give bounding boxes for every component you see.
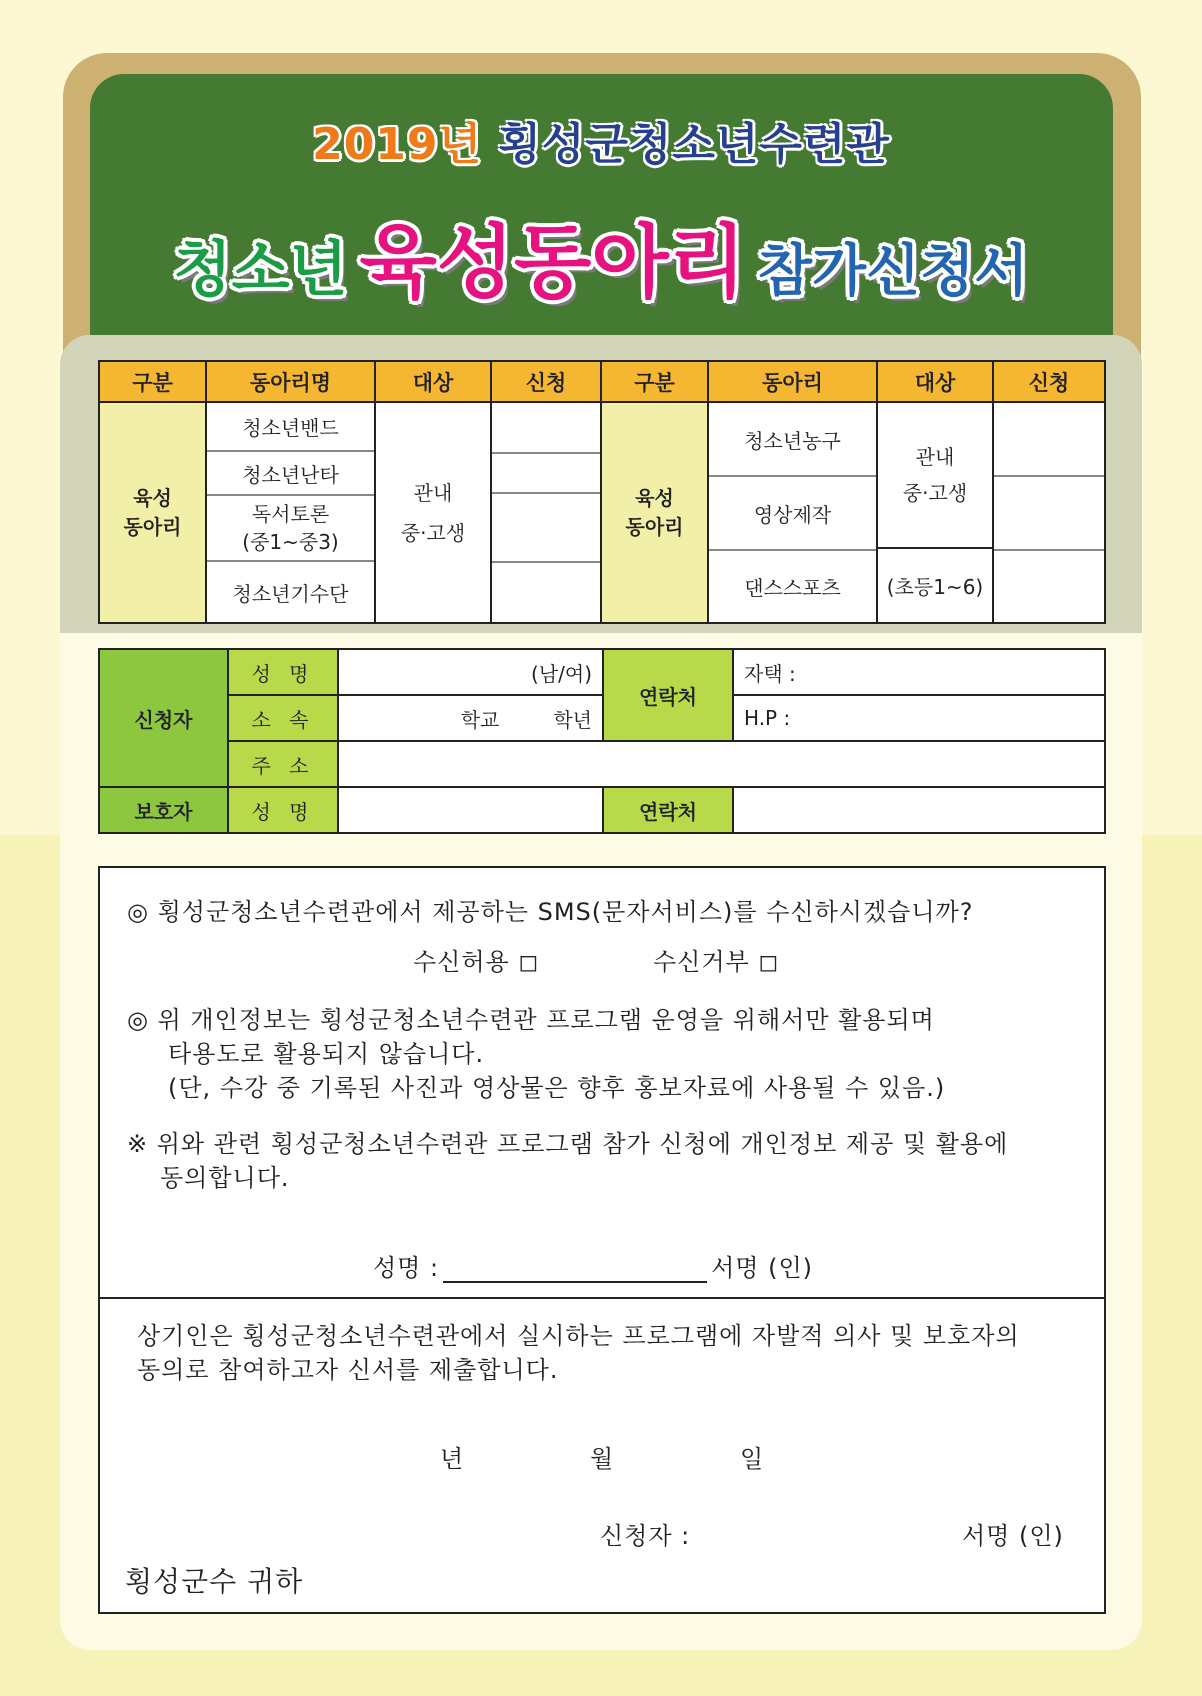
- club-youth-band: 청소년밴드: [207, 403, 374, 452]
- header-club-name: 동아리명: [206, 361, 375, 402]
- declaration-line-2: 동의로 참여하고자 신서를 제출합니다.: [137, 1356, 559, 1384]
- guardian-contact-label: 연락처: [603, 787, 733, 833]
- club-youth-basketball: 청소년농구: [709, 403, 876, 477]
- apply-box-band[interactable]: [492, 403, 600, 454]
- club-table: [98, 360, 1106, 624]
- date-day-label: 일: [740, 1445, 765, 1473]
- guardian-name-label: 성 명: [228, 787, 338, 833]
- right-target: 관내 중·고생 (초등1~6): [877, 402, 993, 623]
- club-reading-debate: 독서토론 (중1~중3): [207, 496, 374, 562]
- page-title: [0, 198, 1202, 313]
- date-year-label: 년: [440, 1445, 465, 1473]
- consent-box: [98, 866, 1106, 1614]
- agree-line-1: ※ 위와 관련 횡성군청소년수련관 프로그램 참가 신청에 개인정보 제공 및 활용에: [127, 1130, 1009, 1158]
- agree-line-2: 동의합니다.: [160, 1164, 290, 1192]
- club-video-production: 영상제작: [709, 477, 876, 551]
- declaration-applicant-label: 신청자 :: [600, 1522, 691, 1550]
- consent-section: [100, 868, 1104, 1299]
- organization-name: 횡성군청소년수련관: [498, 119, 890, 170]
- guardian-label: 보호자: [99, 787, 228, 833]
- left-target: 관내 중·고생: [375, 402, 491, 623]
- address-label: 주 소: [228, 741, 338, 787]
- subtitle: [0, 108, 1202, 172]
- apply-box-basketball[interactable]: [994, 403, 1104, 477]
- privacy-line-2: 타용도로 활용되지 않습니다.: [168, 1040, 485, 1068]
- mobile-phone-field[interactable]: H.P :: [733, 695, 1105, 741]
- apply-box-dance[interactable]: [994, 551, 1104, 622]
- header-target: 대상: [375, 361, 491, 402]
- sms-question: ◎ 횡성군청소년수련관에서 제공하는 SMS(문자서비스)를 수신하시겠습니까?: [127, 898, 974, 926]
- date-month-label: 월: [590, 1445, 615, 1473]
- declaration-signature-label: 서명 (인): [962, 1522, 1064, 1550]
- header-target: 대상: [877, 361, 993, 402]
- club-youth-nanta: 청소년난타: [207, 452, 374, 496]
- sms-deny-checkbox[interactable]: 수신거부 ◻: [653, 948, 780, 976]
- title-part-application: 참가신청서: [757, 239, 1029, 304]
- left-category: 육성 동아리: [99, 402, 206, 623]
- header-category: 구분: [601, 361, 708, 402]
- consent-name-label: 성명 :: [373, 1254, 440, 1282]
- apply-box-reading[interactable]: [492, 494, 600, 563]
- consent-name-line[interactable]: [443, 1257, 707, 1283]
- privacy-line-3: (단, 수강 중 기록된 사진과 영상물은 향후 홍보자료에 사용될 수 있음.): [168, 1074, 946, 1102]
- title-part-youth: 청소년: [173, 235, 348, 305]
- club-table-header: [99, 361, 1105, 402]
- club-dance-sports: 댄스스포츠: [744, 576, 841, 600]
- contact-label: 연락처: [603, 649, 733, 741]
- home-phone-field[interactable]: 자택 :: [733, 649, 1105, 695]
- right-apply-cells: [993, 402, 1105, 623]
- header-club: 동아리: [708, 361, 877, 402]
- applicant-table: [98, 648, 1106, 834]
- declaration-line-1: 상기인은 횡성군청소년수련관에서 실시하는 프로그램에 자발적 의사 및 보호자의: [137, 1322, 1020, 1350]
- address-field[interactable]: [338, 741, 1105, 787]
- sms-allow-checkbox[interactable]: 수신허용 ◻: [413, 948, 540, 976]
- applicant-name-field[interactable]: [338, 649, 603, 695]
- right-club-list: [708, 402, 877, 623]
- affiliation-label: 소 속: [228, 695, 338, 741]
- left-club-list: [206, 402, 375, 623]
- header-apply: 신청: [993, 361, 1105, 402]
- privacy-line-1: ◎ 위 개인정보는 횡성군청소년수련관 프로그램 운영을 위해서만 활용되며: [127, 1006, 935, 1034]
- header-apply: 신청: [491, 361, 601, 402]
- apply-box-nanta[interactable]: [492, 454, 600, 494]
- consent-signature-row: [373, 1248, 813, 1283]
- header-category: 구분: [99, 361, 206, 402]
- club-youth-flag-team: 청소년기수단: [232, 581, 349, 606]
- guardian-contact-field[interactable]: [733, 787, 1105, 833]
- consent-signature-label: 서명 (인): [711, 1254, 814, 1282]
- name-label: 성 명: [228, 649, 338, 695]
- addressee: 횡성군수 귀하: [125, 1565, 304, 1598]
- year-label: 2019년: [312, 119, 483, 170]
- title-part-club: 육성동아리: [359, 216, 746, 309]
- applicant-label: 신청자: [99, 649, 228, 787]
- gender-hint: (남/여): [531, 661, 592, 686]
- left-apply-cells: [491, 402, 601, 623]
- apply-box-video[interactable]: [994, 477, 1104, 551]
- right-category: 육성 동아리: [601, 402, 708, 623]
- affiliation-field[interactable]: 학교 학년: [338, 695, 603, 741]
- guardian-name-field[interactable]: [338, 787, 603, 833]
- club-table-body: [99, 402, 1105, 623]
- apply-box-flag-team[interactable]: [492, 563, 600, 622]
